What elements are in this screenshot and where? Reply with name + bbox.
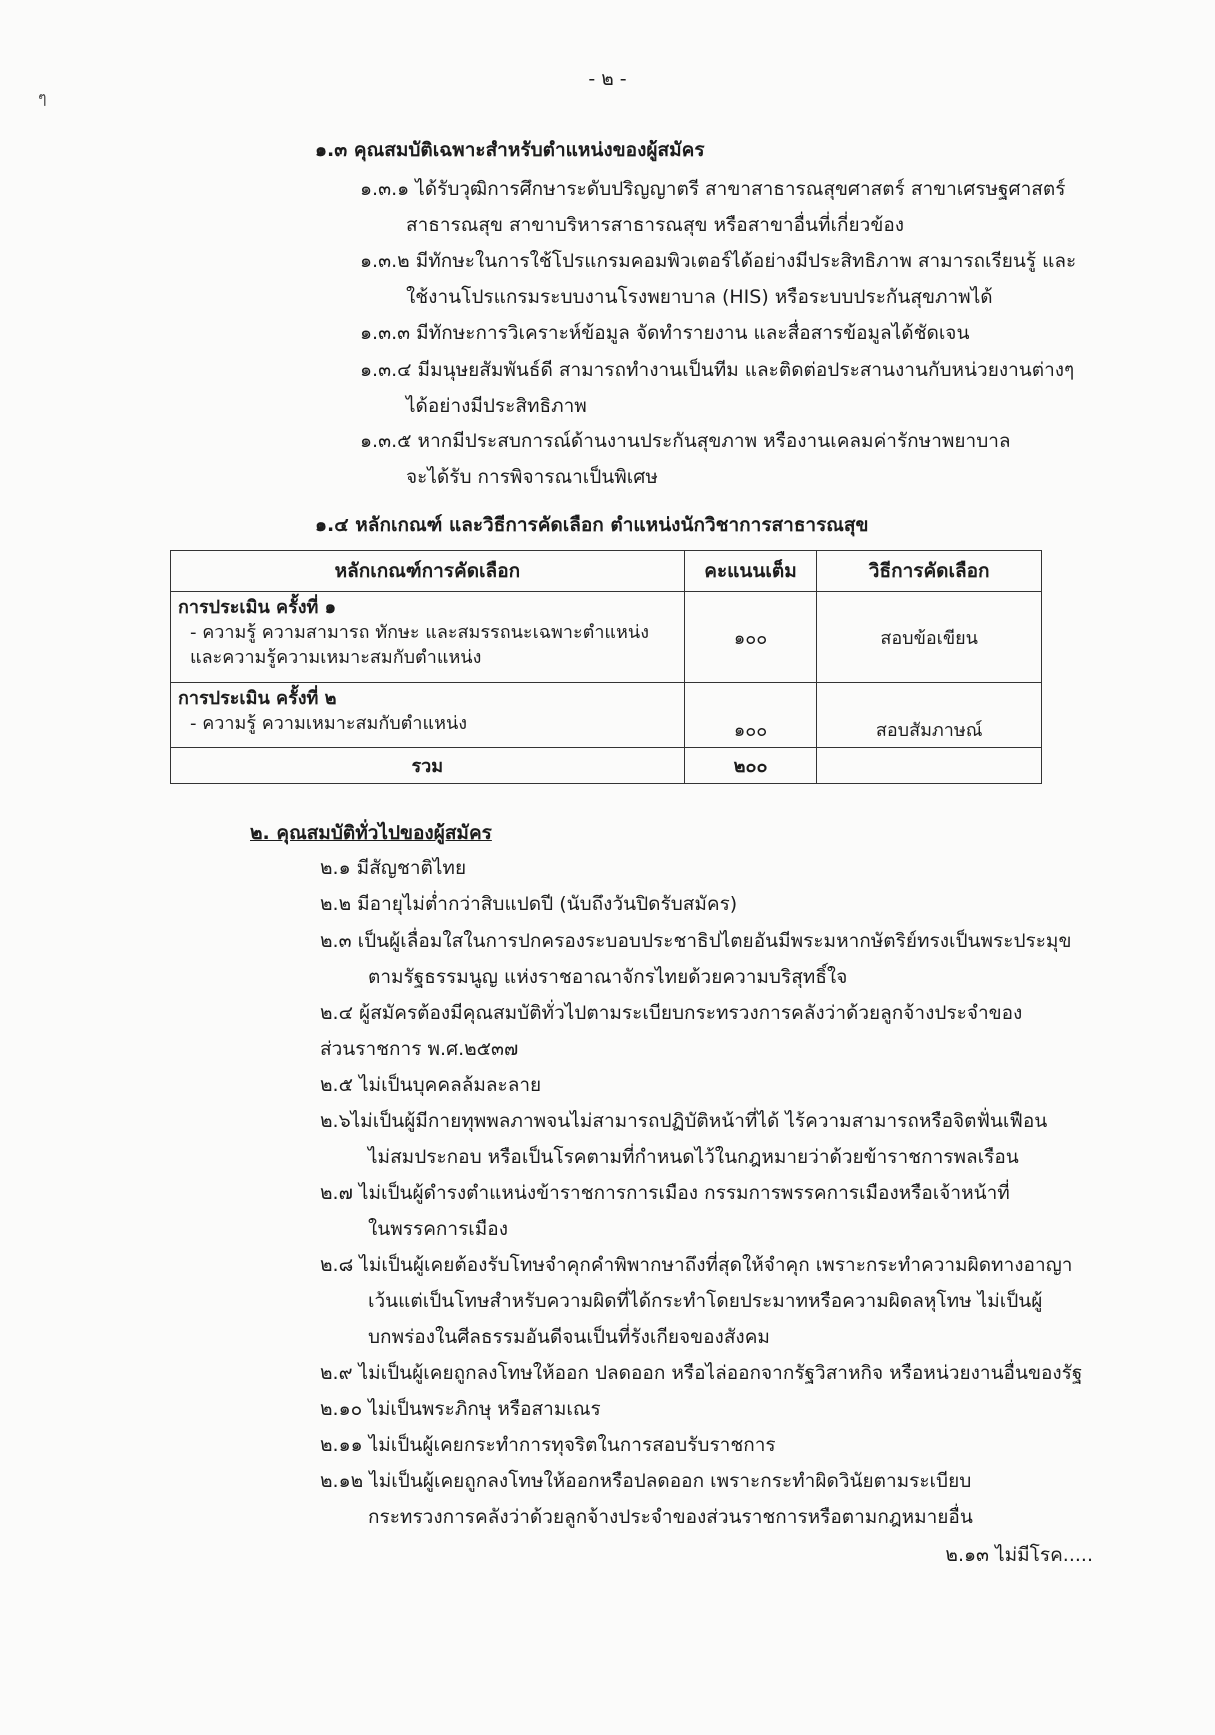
item-1-3-2-line1: ๑.๓.๒ มีทักษะในการใช้โปรแกรมคอมพิวเตอร์ได้อย่างมีประสิทธิภาพ สามารถเรียนรู้ และ — [360, 250, 1077, 272]
item-1-3-5-line2: จะได้รับ การพิจารณาเป็นพิเศษ — [406, 466, 658, 488]
method-cell: สอบสัมภาษณ์ — [817, 683, 1042, 748]
method-cell: สอบข้อเขียน — [817, 592, 1042, 683]
table-row — [171, 592, 1042, 683]
page-number: - ๒ - — [588, 68, 627, 90]
item-2-9: ๒.๙ ไม่เป็นผู้เคยถูกลงโทษให้ออก ปลดออก หรือไล่ออกจากรัฐวิสาหกิจ หรือหน่วยงานอื่นของรัฐ — [320, 1362, 1083, 1384]
item-2-6-line2: ไม่สมประกอบ หรือเป็นโรคตามที่กำหนดไว้ในกฎหมายว่าด้วยข้าราชการพลเรือน — [368, 1146, 1019, 1168]
item-2-12-line1: ๒.๑๒ ไม่เป็นผู้เคยถูกลงโทษให้ออกหรือปลดออก เพราะกระทำผิดวินัยตามระเบียบ — [320, 1470, 972, 1492]
criteria-table — [170, 550, 1042, 784]
table-total-row — [171, 748, 1042, 784]
item-2-3-line2: ตามรัฐธรรมนูญ แห่งราชอาณาจักรไทยด้วยความบริสุทธิ์ใจ — [368, 966, 848, 988]
item-1-3-4-line2: ได้อย่างมีประสิทธิภาพ — [406, 395, 587, 417]
item-2-10: ๒.๑๐ ไม่เป็นพระภิกษุ หรือสามเณร — [320, 1398, 601, 1420]
item-2-5: ๒.๕ ไม่เป็นบุคคลล้มละลาย — [320, 1074, 542, 1096]
item-2-3-line1: ๒.๓ เป็นผู้เลื่อมใสในการปกครองระบอบประชาธิปไตยอันมีพระมหากษัตริย์ทรงเป็นพระประมุข — [320, 930, 1072, 952]
item-1-3-1-line2: สาธารณสุข สาขาบริหารสาธารณสุข หรือสาขาอื่นที่เกี่ยวข้อง — [406, 214, 905, 236]
item-1-3-2-line2: ใช้งานโปรแกรมระบบงานโรงพยาบาล (HIS) หรือระบบประกันสุขภาพได้ — [406, 286, 993, 308]
criteria-heading: การประเมิน ครั้งที่ ๑ — [178, 597, 337, 618]
item-2-8-line2: เว้นแต่เป็นโทษสำหรับความผิดที่ได้กระทำโดยประมาทหรือความผิดลหุโทษ ไม่เป็นผู้ — [368, 1290, 1043, 1312]
header-method: วิธีการคัดเลือก — [817, 551, 1042, 592]
footer-continuation: ๒.๑๓ ไม่มีโรค..... — [945, 1544, 1093, 1566]
section-1-3-title: ๑.๓ คุณสมบัติเฉพาะสำหรับตำแหน่งของผู้สมัคร — [315, 139, 705, 161]
item-2-8-line1: ๒.๘ ไม่เป็นผู้เคยต้องรับโทษจำคุกคำพิพากษาถึงที่สุดให้จำคุก เพราะกระทำความผิดทางอาญา — [320, 1254, 1073, 1276]
scan-mark: ๆ — [38, 88, 47, 107]
item-1-3-3-line1: ๑.๓.๓ มีทักษะการวิเคราะห์ข้อมูล จัดทำรายงาน และสื่อสารข้อมูลได้ชัดเจน — [360, 322, 970, 344]
item-2-7-line1: ๒.๗ ไม่เป็นผู้ดำรงตำแหน่งข้าราชการการเมือง กรรมการพรรคการเมืองหรือเจ้าหน้าที่ — [320, 1182, 1010, 1204]
table-row — [171, 683, 1042, 748]
item-2-4-line1: ๒.๔ ผู้สมัครต้องมีคุณสมบัติทั่วไปตามระเบียบกระทรวงการคลังว่าด้วยลูกจ้างประจำของ — [320, 1002, 1023, 1024]
criteria-cell — [171, 683, 685, 748]
item-2-8-line3: บกพร่องในศีลธรรมอันดีจนเป็นที่รังเกียจของสังคม — [368, 1326, 770, 1348]
item-2-11: ๒.๑๑ ไม่เป็นผู้เคยกระทำการทุจริตในการสอบรับราชการ — [320, 1434, 776, 1456]
criteria-cell — [171, 592, 685, 683]
total-label: รวม — [171, 748, 685, 784]
total-score: ๒๐๐ — [684, 748, 817, 784]
header-criteria: หลักเกณฑ์การคัดเลือก — [171, 551, 685, 592]
header-full-score: คะแนนเต็ม — [684, 551, 817, 592]
table-header-row — [171, 551, 1042, 592]
item-2-12-line2: กระทรวงการคลังว่าด้วยลูกจ้างประจำของส่วนราชการหรือตามกฎหมายอื่น — [368, 1506, 973, 1528]
item-1-3-1-line1: ๑.๓.๑ ได้รับวุฒิการศึกษาระดับปริญญาตรี สาขาสาธารณสุขศาสตร์ สาขาเศรษฐศาสตร์ — [360, 178, 1066, 200]
item-2-6-line1: ๒.๖ไม่เป็นผู้มีกายทุพพลภาพจนไม่สามารถปฏิบัติหน้าที่ได้ ไร้ความสามารถหรือจิตฟั่นเฟือน — [320, 1110, 1048, 1132]
item-2-2: ๒.๒ มีอายุไม่ต่ำกว่าสิบแปดปี (นับถึงวันปิดรับสมัคร) — [320, 893, 738, 915]
criteria-detail: - ความรู้ ความเหมาะสมกับตำแหน่ง — [190, 713, 468, 734]
item-2-7-line2: ในพรรคการเมือง — [368, 1218, 508, 1240]
criteria-detail: - ความรู้ ความสามารถ ทักษะ และสมรรถนะเฉพาะตำแหน่ง และความรู้ความเหมาะสมกับตำแหน่ง — [190, 622, 649, 668]
score-cell: ๑๐๐ — [684, 683, 817, 748]
item-2-1: ๒.๑ มีสัญชาติไทย — [320, 857, 467, 879]
item-1-3-5-line1: ๑.๓.๕ หากมีประสบการณ์ด้านงานประกันสุขภาพ หรืองานเคลมค่ารักษาพยาบาล — [360, 430, 1011, 452]
section-1-4-title: ๑.๔ หลักเกณฑ์ และวิธีการคัดเลือก ตำแหน่งนักวิชาการสาธารณสุข — [315, 514, 869, 536]
item-1-3-4-line1: ๑.๓.๔ มีมนุษยสัมพันธ์ดี สามารถทำงานเป็นทีม และติดต่อประสานงานกับหน่วยงานต่างๆ — [360, 359, 1075, 381]
score-cell: ๑๐๐ — [684, 592, 817, 683]
item-2-4-line2: ส่วนราชการ พ.ศ.๒๕๓๗ — [320, 1038, 519, 1060]
criteria-heading: การประเมิน ครั้งที่ ๒ — [178, 688, 337, 709]
section-2-title: ๒. คุณสมบัติทั่วไปของผู้สมัคร — [250, 822, 492, 844]
total-empty-cell — [817, 748, 1042, 784]
